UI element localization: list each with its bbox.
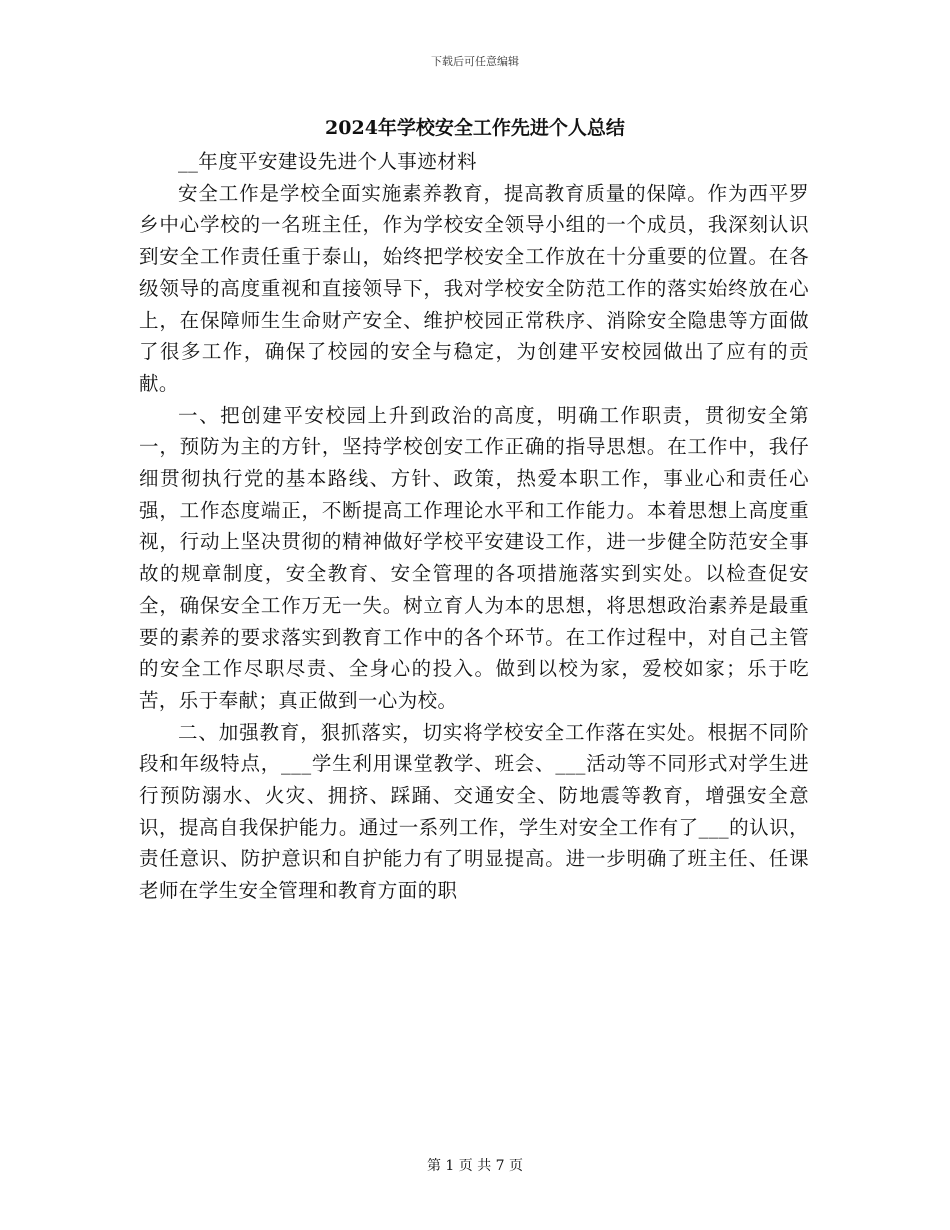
paragraph-section-2: 二、加强教育，狠抓落实，切实将学校安全工作落在实处。根据不同阶段和年级特点，___学生利用课堂教学、班会、___活动等不同形式对学生进行预防溺水、火灾、拥挤、踩踊、交通安全、防地震等教育，增强安全意识，提高自我保护能力。通过一系列工作，学生对安全工作有了___的认识，责任意识、防护意识和自护能力有了明显提高。进一步明确了班主任、任课老师在学生安全管理和教育方面的职 bbox=[139, 720, 809, 903]
paragraph-intro: 安全工作是学校全面实施素养教育，提高教育质量的保障。作为西平罗乡中心学校的一名班主任，作为学校安全领导小组的一个成员，我深刻认识到安全工作责任重于泰山，始终把学校安全工作放在十分重要的位置。在各级领导的高度重视和直接领导下，我对学校安全防范工作的落实始终放在心上，在保障师生生命财产安全、维护校园正常秩序、消除安全隐患等方面做了很多工作，确保了校园的安全与稳定，为创建平安校园做出了应有的贡献。 bbox=[139, 181, 809, 395]
page-number: 第 1 页 共 7 页 bbox=[426, 1158, 524, 1174]
document-body bbox=[139, 146, 809, 907]
paragraph-subtitle: __年度平安建设先进个人事迹材料 bbox=[178, 150, 477, 173]
document-title: 2024年学校安全工作先进个人总结 bbox=[325, 117, 625, 139]
paragraph-section-1: 一、把创建平安校园上升到政治的高度，明确工作职责，贯彻安全第一，预防为主的方针，坚持学校创安工作正确的指导思想。在工作中，我仔细贯彻执行党的基本路线、方针、政策，热爱本职工作，事业心和责任心强，工作态度端正，不断提高工作理论水平和工作能力。本着思想上高度重视，行动上坚决贯彻的精神做好学校平安建设工作，进一步健全防范安全事故的规章制度，安全教育、安全管理的各项措施落实到实处。以检查促安全，确保安全工作万无一失。树立育人为本的思想，将思想政治素养是最重要的素养的要求落实到教育工作中的各个环节。在工作过程中，对自己主管的安全工作尽职尽责、全身心的投入。做到以校为家，爱校如家；乐于吃苦，乐于奉献；真正做到一心为校。 bbox=[139, 403, 809, 712]
page-header: 下载后可任意编辑 bbox=[431, 55, 519, 68]
